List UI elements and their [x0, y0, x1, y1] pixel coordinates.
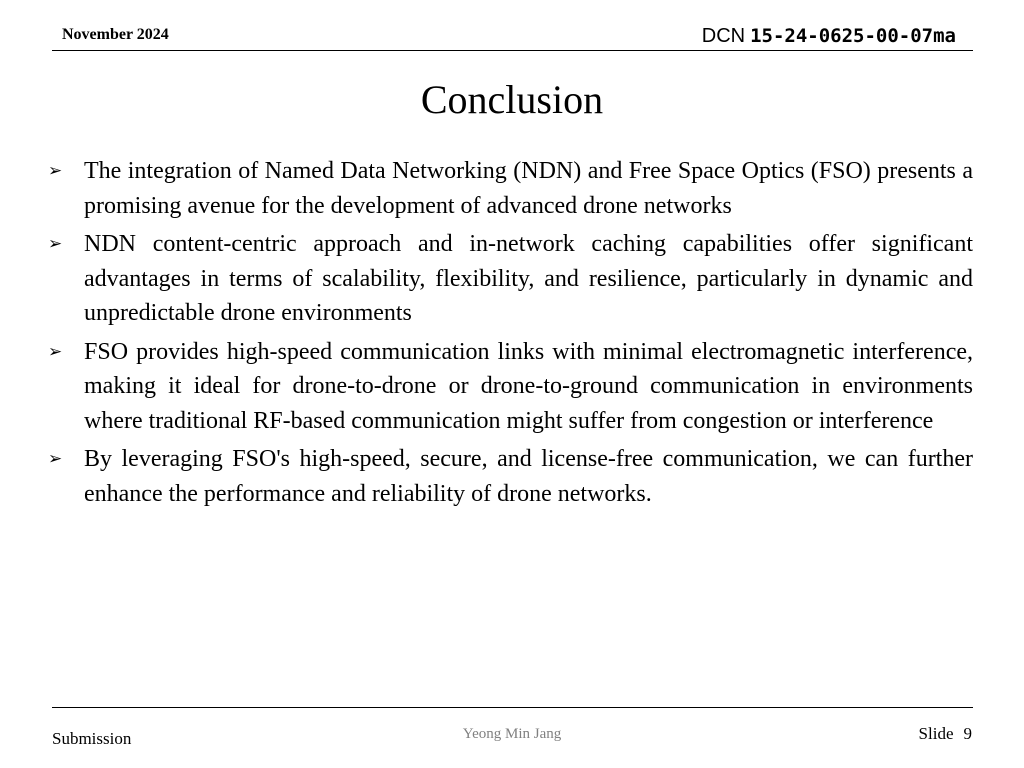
bullet-text: The integration of Named Data Networking (NDN) and Free Space Optics (FSO) presents a promising avenue for the development of advanced drone networks: [84, 158, 973, 219]
arrow-bullet-icon: ➢: [48, 449, 63, 469]
slide-number-value: 9: [963, 724, 972, 743]
document-number-prefix: DCN: [701, 25, 746, 47]
bullet-item: [46, 154, 973, 223]
arrow-bullet-icon: ➢: [48, 234, 63, 254]
bullet-text: FSO provides high-speed communication links with minimal electromagnetic interference, making it ideal for drone-to-drone or drone-to-ground communication in environments where traditional RF-based communication might suffer from congestion or interference: [84, 338, 973, 434]
bullet-item: [46, 442, 973, 511]
slide-label: Slide: [918, 724, 954, 743]
bullet-list: [46, 154, 973, 515]
slide-title: Conclusion: [420, 77, 604, 122]
header-date: November 2024: [62, 26, 169, 43]
document-number-code: 15-24-0625-00-07ma: [750, 25, 956, 47]
bullet-item: [46, 335, 973, 439]
bullet-text: NDN content-centric approach and in-network caching capabilities offer significant advantages in terms of scalability, flexibility, and resilience, particularly in dynamic and unpredictable drone environments: [84, 231, 973, 326]
bullet-text: By leveraging FSO's high-speed, secure, and license-free communication, we can further enhance the performance and reliability of drone networks.: [84, 446, 973, 507]
document-number: [702, 23, 956, 49]
bullet-item: [46, 227, 973, 331]
header-divider: [52, 50, 973, 51]
arrow-bullet-icon: ➢: [48, 161, 63, 181]
footer-submission: Submission: [52, 729, 132, 748]
slide-number: [919, 723, 972, 745]
footer-divider: [52, 707, 973, 708]
arrow-bullet-icon: ➢: [48, 341, 63, 362]
footer-author: Yeong Min Jang: [462, 726, 562, 742]
